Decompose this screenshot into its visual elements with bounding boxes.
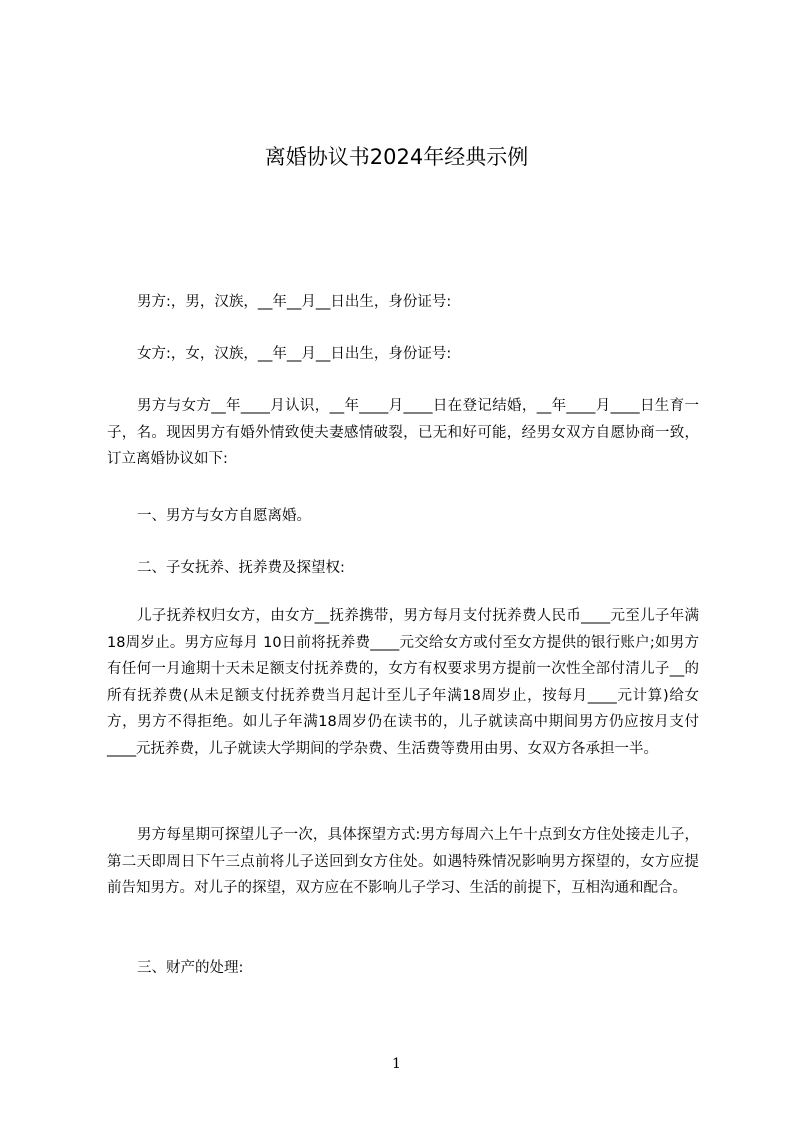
clause-1: 一、男方与女方自愿离婚。 [137,508,311,524]
clause-3-heading: 三、财产的处理: [137,960,244,976]
visitation-paragraph: 男方每星期可探望儿子一次，具体探望方式:男方每周六上午十点到女方住处接走儿子，第二天即周日下午三点前将儿子送回到女方住处。如遇特殊情况影响男方探望的，女方应提前告知男方。对儿子的探望，双方应在不影响儿子学习、生活的前提下，互相沟通和配合。 [107,827,699,897]
custody-paragraph: 儿子抚养权归女方，由女方__抚养携带，男方每月支付抚养费人民币____元至儿子年满18周岁止。男方应每月 10日前将抚养费____元交给女方或付至女方提供的银行账户;如男方有任何一月逾期十天未足额支付抚养费的，女方有权要求男方提前一次性全部付清儿子__的所有抚养费(从未足额支付抚养费当月起计至儿子年满18周岁止，按每月____元计算)给女方，男方不得拒绝。如儿子年满18周岁仍在读书的，儿子就读高中期间男方仍应按月支付____元抚养费，儿子就读大学期间的学杂费、生活费等费用由男、女双方各承担一半。 [107,608,699,757]
female-party-info: 女方:，女，汉族，__年__月__日出生，身份证号: [137,346,452,362]
male-party-info: 男方:，男，汉族，__年__月__日出生，身份证号: [137,294,452,310]
page-number: 1 [392,1056,401,1072]
intro-paragraph: 男方与女方__年____月认识，__年____月____日在登记结婚，__年____月____日生育一子，名。现因男方有婚外情致使夫妻感情破裂，已无和好可能，经男女双方自愿协商一致，订立离婚协议如下: [107,398,699,468]
clause-2-heading: 二、子女抚养、抚养费及探望权: [137,560,345,576]
document-title: 离婚协议书2024年经典示例 [264,145,529,169]
